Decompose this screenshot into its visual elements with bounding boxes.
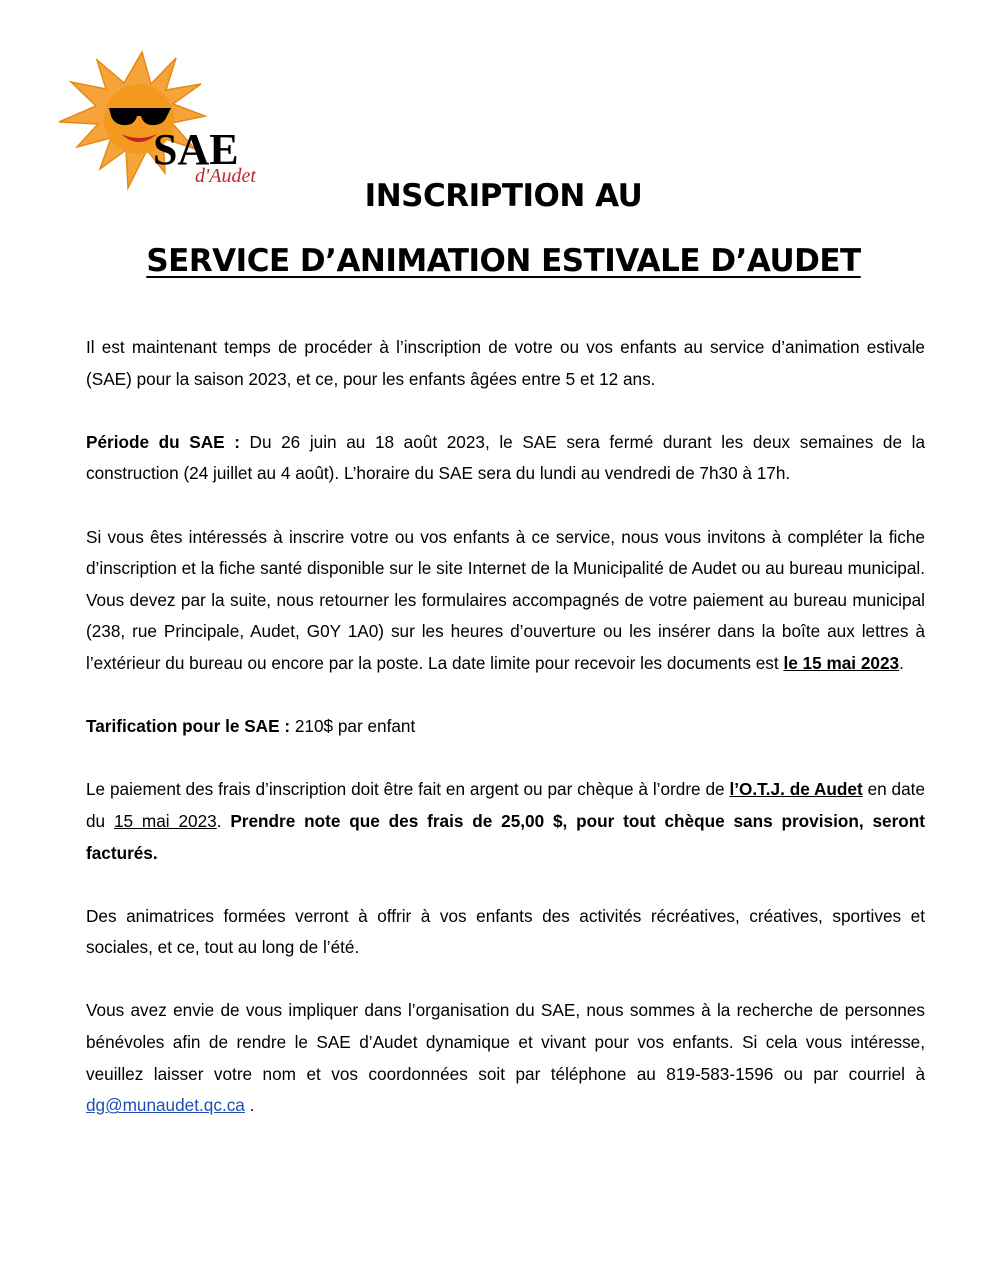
tarif-label: Tarification pour le SAE : xyxy=(86,716,291,737)
title-line-2-text: SERVICE D’ANIMATION ESTIVALE D’AUDET xyxy=(146,243,861,279)
inscription-text: Si vous êtes intéressés à inscrire votre ou vos enfants à ce service, nous vous invitons à compléter la fiche d’inscription et la fiche santé disponible sur le site Internet de la Municipalité de Audet ou au bureau municipal. Vous devez par la suite, nous retourner les formulaires accompagnés de votre paiement au bureau municipal (238, rue Principale, Audet, G0Y 1A0) sur les heures d’ouverture ou les insérer dans la boîte aux lettres à l’extérieur du bureau ou encore par la poste. La date limite pour recevoir les documents est xyxy=(86,526,925,673)
tarif-paragraph xyxy=(86,711,925,743)
paiement-date-pre: en date du xyxy=(86,779,925,831)
sun-logo-icon xyxy=(55,46,325,198)
periode-label: Période du SAE : xyxy=(86,431,240,452)
tarif-text: 210$ par enfant xyxy=(290,716,416,737)
paiement-payee: l’O.T.J. de Audet xyxy=(729,779,863,800)
intro-text: Il est maintenant temps de procéder à l’inscription de votre ou vos enfants au service d’animation estivale (SAE) pour la saison 2023, et ce, pour les enfants âgées entre 5 et 12 ans. xyxy=(86,337,925,389)
inscription-end: . xyxy=(899,652,904,673)
document-body xyxy=(86,332,925,1153)
paiement-date-post: . xyxy=(216,810,231,831)
intro-paragraph xyxy=(86,332,925,395)
inscription-deadline: le 15 mai 2023 xyxy=(783,652,900,673)
sae-logo xyxy=(55,46,325,198)
paiement-text: Le paiement des frais d’inscription doit être fait en argent ou par chèque à l’ordre de xyxy=(86,779,730,800)
paiement-date: 15 mai 2023 xyxy=(113,810,217,831)
animatrices-paragraph xyxy=(86,901,925,964)
periode-paragraph xyxy=(86,427,925,490)
inscription-paragraph xyxy=(86,522,925,680)
paiement-paragraph xyxy=(86,774,925,869)
periode-text: Du 26 juin au 18 août 2023, le SAE sera fermé durant les deux semaines de la construction (24 juillet au 4 août). L’horaire du SAE sera du lundi au vendredi de 7h30 à 17h. xyxy=(86,431,925,484)
title-line-2 xyxy=(0,243,987,279)
email-link[interactable]: dg@munaudet.qc.ca xyxy=(86,1095,245,1116)
title-line-1: INSCRIPTION AU xyxy=(364,178,643,214)
benevoles-end: . xyxy=(244,1095,255,1116)
logo-sae-text: SAE xyxy=(153,125,239,174)
animatrices-text: Des animatrices formées verront à offrir à vos enfants des activités récréatives, créatives, sportives et sociales, et ce, tout au long de l’été. xyxy=(86,905,925,958)
logo-audet-text: d'Audet xyxy=(195,165,256,187)
benevoles-text: Vous avez envie de vous impliquer dans l’organisation du SAE, nous sommes à la recherche de personnes bénévoles afin de rendre le SAE d’Audet dynamique et vivant pour vos enfants. Si cela vous intéresse, veuillez laisser votre nom et vos coordonnées soit par téléphone au 819-583-1596 ou par courriel à xyxy=(86,1000,925,1084)
benevoles-paragraph xyxy=(86,995,925,1121)
paiement-note: Prendre note que des frais de 25,00 $, pour tout chèque sans provision, seront facturés. xyxy=(86,810,925,863)
